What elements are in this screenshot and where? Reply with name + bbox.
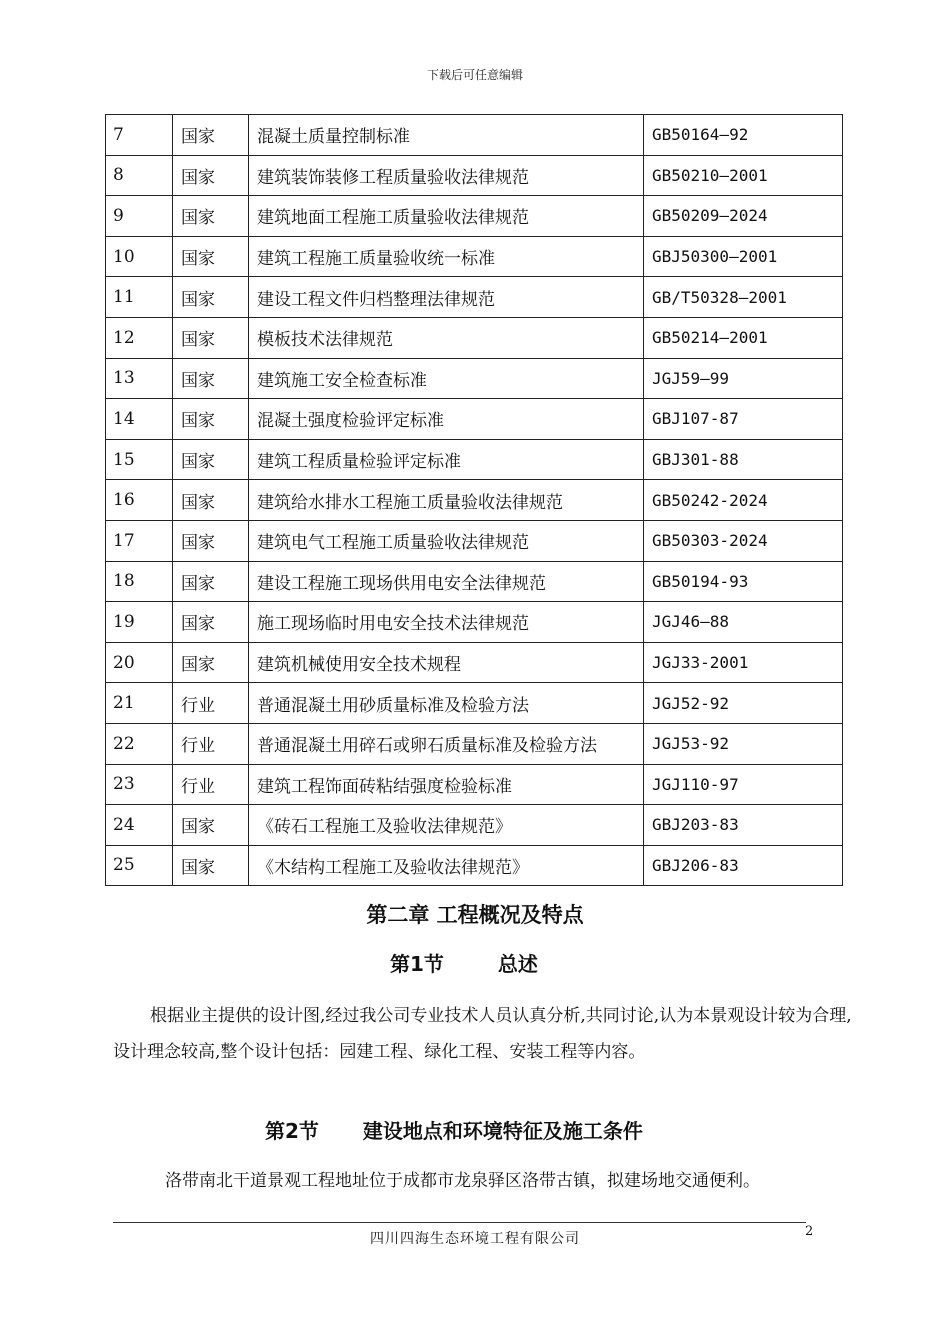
row-code-cell: JGJ52-92 [644, 683, 843, 724]
row-code-cell: GB50214—2001 [644, 317, 843, 358]
row-name-cell: 建筑机械使用安全技术规程 [249, 642, 644, 683]
row-name-cell: 普通混凝土用碎石或卵石质量标准及检验方法 [249, 723, 644, 764]
row-code-cell: GBJ107-87 [644, 399, 843, 440]
row-code-cell: GBJ301-88 [644, 439, 843, 480]
row-level-cell: 国家 [173, 358, 249, 399]
row-number-cell: 8 [106, 155, 173, 196]
row-code-cell: JGJ53-92 [644, 723, 843, 764]
table-row [106, 764, 843, 805]
row-level-cell: 国家 [173, 196, 249, 237]
table-row [106, 561, 843, 602]
section-2-number: 第2节 [265, 1119, 319, 1143]
table-row [106, 115, 843, 156]
row-name-cell: 建筑给水排水工程施工质量验收法律规范 [249, 480, 644, 521]
table-row [106, 196, 843, 237]
row-code-cell: JGJ46—88 [644, 602, 843, 643]
page-number: 2 [805, 1224, 814, 1239]
table-row [106, 683, 843, 724]
table-row [106, 805, 843, 846]
chapter-title: 第二章 工程概况及特点 [366, 903, 584, 927]
row-level-cell: 行业 [173, 683, 249, 724]
table-row [106, 236, 843, 277]
row-code-cell: GBJ50300—2001 [644, 236, 843, 277]
row-level-cell: 国家 [173, 115, 249, 156]
row-code-cell: GB/T50328—2001 [644, 277, 843, 318]
table-row [106, 480, 843, 521]
row-level-cell: 国家 [173, 277, 249, 318]
row-code-cell: GB50303-2024 [644, 520, 843, 561]
row-name-cell: 建设工程施工现场供用电安全法律规范 [249, 561, 644, 602]
standards-table [105, 114, 843, 886]
row-level-cell: 国家 [173, 561, 249, 602]
section-1-title: 总述 [497, 952, 538, 976]
section-1-heading [390, 948, 538, 977]
row-code-cell: GB50164—92 [644, 115, 843, 156]
row-level-cell: 国家 [173, 399, 249, 440]
section-1-number: 第1节 [390, 952, 444, 976]
row-number-cell: 9 [106, 196, 173, 237]
table-row [106, 399, 843, 440]
row-code-cell: GB50210—2001 [644, 155, 843, 196]
row-name-cell: 施工现场临时用电安全技术法律规范 [249, 602, 644, 643]
row-number-cell: 22 [106, 723, 173, 764]
row-code-cell: GB50194-93 [644, 561, 843, 602]
row-code-cell: JGJ59—99 [644, 358, 843, 399]
footer-company: 四川四海生态环境工程有限公司 [370, 1231, 580, 1247]
row-level-cell: 国家 [173, 439, 249, 480]
row-name-cell: 混凝土质量控制标准 [249, 115, 644, 156]
footer-divider [113, 1222, 806, 1223]
table-row [106, 602, 843, 643]
table-row [106, 358, 843, 399]
row-number-cell: 21 [106, 683, 173, 724]
row-code-cell: GB50209—2024 [644, 196, 843, 237]
standards-table-body [106, 115, 843, 886]
row-number-cell: 24 [106, 805, 173, 846]
row-name-cell: 建筑工程施工质量验收统一标准 [249, 236, 644, 277]
row-name-cell: 建筑工程质量检验评定标准 [249, 439, 644, 480]
row-name-cell: 《砖石工程施工及验收法律规范》 [249, 805, 644, 846]
table-row [106, 277, 843, 318]
table-row [106, 723, 843, 764]
row-code-cell: JGJ33-2001 [644, 642, 843, 683]
row-name-cell: 《木结构工程施工及验收法律规范》 [249, 845, 644, 886]
row-code-cell: GBJ203-83 [644, 805, 843, 846]
row-number-cell: 16 [106, 480, 173, 521]
row-level-cell: 行业 [173, 723, 249, 764]
row-name-cell: 建筑装饰装修工程质量验收法律规范 [249, 155, 644, 196]
row-number-cell: 25 [106, 845, 173, 886]
row-code-cell: GB50242-2024 [644, 480, 843, 521]
row-name-cell: 建筑地面工程施工质量验收法律规范 [249, 196, 644, 237]
section-2-heading [265, 1115, 643, 1144]
row-number-cell: 13 [106, 358, 173, 399]
row-level-cell: 国家 [173, 642, 249, 683]
row-level-cell: 国家 [173, 805, 249, 846]
row-number-cell: 12 [106, 317, 173, 358]
row-name-cell: 模板技术法律规范 [249, 317, 644, 358]
row-number-cell: 18 [106, 561, 173, 602]
row-name-cell: 建筑施工安全检查标准 [249, 358, 644, 399]
row-number-cell: 11 [106, 277, 173, 318]
row-name-cell: 建设工程文件归档整理法律规范 [249, 277, 644, 318]
row-code-cell: GBJ206-83 [644, 845, 843, 886]
row-name-cell: 混凝土强度检验评定标准 [249, 399, 644, 440]
row-name-cell: 建筑电气工程施工质量验收法律规范 [249, 520, 644, 561]
row-level-cell: 国家 [173, 602, 249, 643]
table-row [106, 642, 843, 683]
row-number-cell: 20 [106, 642, 173, 683]
section-2-title: 建设地点和环境特征及施工条件 [362, 1119, 643, 1143]
table-row [106, 317, 843, 358]
row-number-cell: 19 [106, 602, 173, 643]
row-level-cell: 国家 [173, 480, 249, 521]
row-level-cell: 国家 [173, 317, 249, 358]
row-name-cell: 普通混凝土用砂质量标准及检验方法 [249, 683, 644, 724]
row-number-cell: 15 [106, 439, 173, 480]
row-code-cell: JGJ110-97 [644, 764, 843, 805]
table-row [106, 155, 843, 196]
row-number-cell: 17 [106, 520, 173, 561]
table-row [106, 845, 843, 886]
row-level-cell: 国家 [173, 155, 249, 196]
row-number-cell: 23 [106, 764, 173, 805]
row-level-cell: 国家 [173, 236, 249, 277]
header-note: 下载后可任意编辑 [426, 68, 523, 82]
paragraph-overview: 根据业主提供的设计图,经过我公司专业技术人员认真分析,共同讨论,认为本景观设计较为合理,设计理念较高,整个设计包括：园建工程、绿化工程、安装工程等内容。 [113, 1006, 852, 1062]
row-name-cell: 建筑工程饰面砖粘结强度检验标准 [249, 764, 644, 805]
paragraph-location: 洛带南北干道景观工程地址位于成都市龙泉驿区洛带古镇，拟建场地交通便利。 [165, 1171, 760, 1191]
row-level-cell: 行业 [173, 764, 249, 805]
row-level-cell: 国家 [173, 845, 249, 886]
row-level-cell: 国家 [173, 520, 249, 561]
table-row [106, 520, 843, 561]
table-row [106, 439, 843, 480]
row-number-cell: 14 [106, 399, 173, 440]
row-number-cell: 7 [106, 115, 173, 156]
row-number-cell: 10 [106, 236, 173, 277]
